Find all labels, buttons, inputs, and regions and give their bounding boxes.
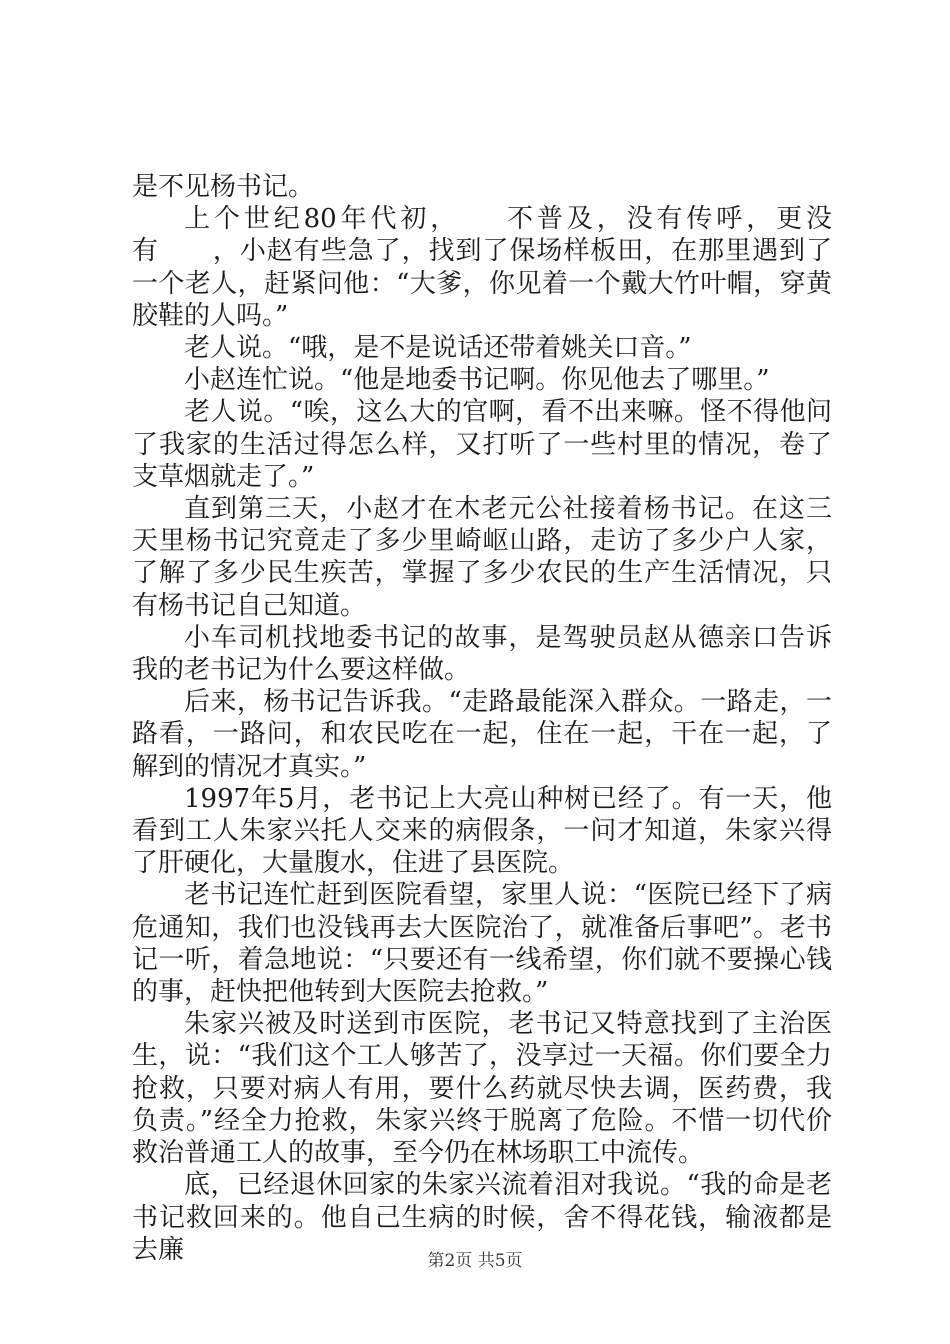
paragraph: 小车司机找地委书记的故事，是驾驶员赵从德亲口告诉我的老书记为什么要这样做。 — [132, 622, 832, 686]
paragraph: 1997年5月，老书记上大亮山种树已经了。有一天，他看到工人朱家兴托人交来的病假条，一问才知道，朱家兴得了肝硬化，大量腹水，住进了县医院。 — [132, 783, 832, 879]
paragraph: 底，已经退休回家的朱家兴流着泪对我说。“我的命是老书记救回来的。他自己生病的时候，舍不得花钱，输液都是去廉 — [132, 1170, 832, 1265]
paragraph: 小赵连忙说。“他是地委书记啊。你见他去了哪里。” — [184, 365, 770, 396]
paragraph: 直到第三天，小赵才在木老元公社接着杨书记。在这三天里杨书记究竟走了多少里崎岖山路，走访了多少户人家，了解了多少民生疾苦，掌握了多少农民的生产生活情况，只有杨书记自己知道。 — [132, 494, 832, 621]
paragraph: 是不见杨书记。 — [132, 172, 315, 202]
paragraph: 老书记连忙赶到医院看望，家里人说：“医院已经下了病危通知，我们也没钱再去大医院治了，就准备后事吧”。老书记一听，着急地说：“只要还有一线希望，你们就不要操心钱的事，赶快把他转到大医院去抢救。” — [132, 880, 832, 1008]
page-number: 第2页 共5页 — [427, 1251, 523, 1271]
paragraph: 上个世纪80年代初， 不普及，没有传呼，更没有 ，小赵有些急了，找到了保场样板田，在那里遇到了一个老人，赶紧问他：“大爹，你见着一个戴大竹叶帽，穿黄胶鞋的人吗。” — [132, 204, 832, 331]
paragraph: 老人说。“唉，这么大的官啊，看不出来嘛。怪不得他问了我家的生活过得怎么样，又打听了一些村里的情况，卷了支草烟就走了。” — [132, 397, 832, 492]
paragraph: 朱家兴被及时送到市医院，老书记又特意找到了主治医生，说：“我们这个工人够苦了，没享过一天福。你们要全力抢救，只要对病人有用，要什么药就尽快去调，医药费，我负责。”经全力抢救，朱家兴终于脱离了危险。不惜一切代价救治普通工人的故事，至今仍在林场职工中流传。 — [132, 1009, 832, 1169]
paragraph: 后来，杨书记告诉我。“走路最能深入群众。一路走，一路看，一路问，和农民吃在一起，住在一起，干在一起，了解到的情况才真实。” — [132, 687, 832, 782]
paragraph: 老人说。“哦，是不是说话还带着姚关口音。” — [184, 333, 692, 364]
body-text — [132, 171, 832, 1266]
